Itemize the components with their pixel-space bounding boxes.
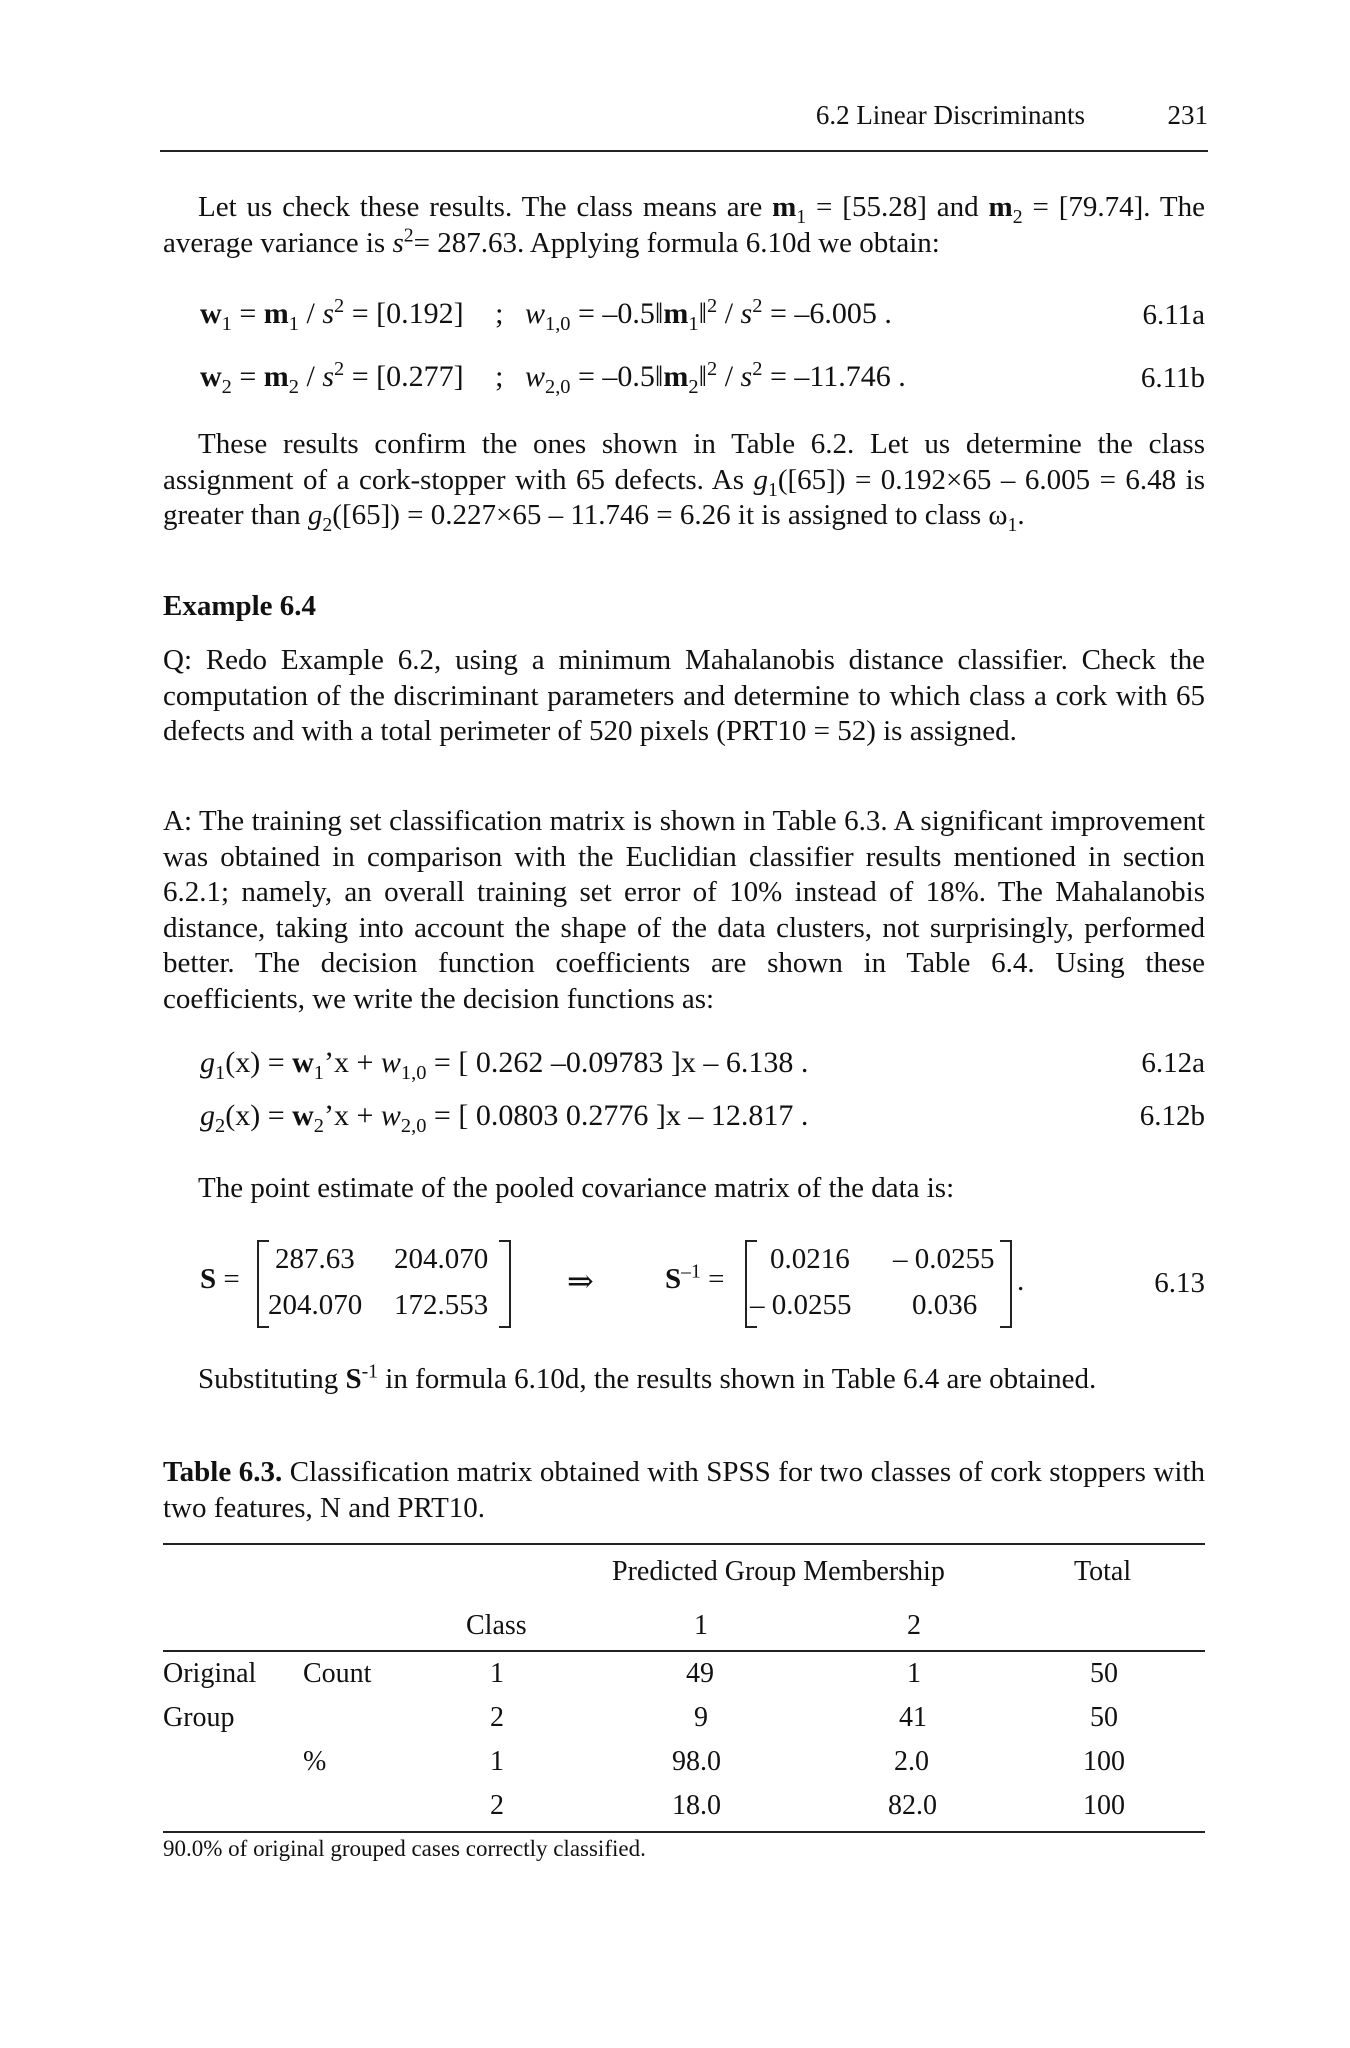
paragraph-assignment: These results confirm the ones shown in Table 6.2. Let us determine the class assignment of a cork-stopper with 65 defects. As $g_1([65]) = 0.192\times 65 - 6.005 = 6.48$ is greater than $g_2([65]) = 0.227\times 65 - 11.746 = 6.26$ it is assigned to class $\omega_1$. [163, 428, 1205, 536]
table-cell: 50 [1090, 1658, 1118, 1689]
header-rule [160, 150, 1208, 152]
table-cell: Count [303, 1658, 372, 1689]
equation-6-12b: $g_2(x)$ = $w_2’x + w_{2,0}$ = [ 0.0803 0.2776 ]x – 12.817 . [200, 1099, 809, 1137]
table-cell: % [303, 1746, 327, 1777]
equation-6-11b: $w_2 = m_2 / s^2 = [0.277]$ ; $w_{2,0}$ = $-0.5‖m_2‖^2 / s^2 = -11.746$ . [200, 358, 906, 398]
equation-number-6-12a: 6.12a [1141, 1047, 1205, 1079]
equation-6-11a: $w_1 = m_1 / s^2 = [0.192]$ ; $w_{1,0}$ = $-0.5‖m_1‖^2 / s^2 = -6.005$ . [200, 295, 892, 335]
table-cell: 2 [490, 1790, 504, 1821]
table-cell: 2.0 [894, 1746, 929, 1777]
table-top-rule [163, 1543, 1205, 1545]
table-cell: 49 [686, 1658, 714, 1689]
matrix-Sinv-label: $S^{-1}$ = [665, 1260, 725, 1295]
matrix-Sinv-cell-12: – 0.0255 [893, 1243, 995, 1275]
matrix-S-cell-12: 204.070 [394, 1243, 489, 1275]
matrix-Sinv-cell-21: – 0.0255 [750, 1289, 852, 1321]
answer-paragraph: A: The training set classification matrix is shown in Table 6.3. A significant improvement was obtained in comparison with the Euclidian classifier results mentioned in section 6.2.1; namely, an overall training set error of 10% instead of 18%. The Mahalanobis distance, taking into account the shape of the data clusters, not surprisingly, performed better. The decision function coefficients are shown in Table 6.4. Using these coefficients, we write the decision functions as: [163, 805, 1205, 1015]
table-cell: 100 [1083, 1790, 1125, 1821]
question-paragraph: Q: Redo Example 6.2, using a minimum Mahalanobis distance classifier. Check the computation of the discriminant parameters and determine to which class a cork with 65 defects and with a total perimeter of 520 pixels (PRT10 = 52) is assigned. [163, 644, 1205, 747]
table-cell: 9 [694, 1702, 708, 1733]
matrix-Sinv-right-bracket [1000, 1240, 1012, 1328]
table-header-rule [163, 1650, 1205, 1652]
substitution-sentence: Substituting $S^{-1}$ in formula 6.10d, the results shown in Table 6.4 are obtained. [198, 1360, 1097, 1395]
pooled-covariance-sentence: The point estimate of the pooled covariance matrix of the data is: [198, 1172, 955, 1204]
table-cell: 18.0 [672, 1790, 721, 1821]
table-header-2: 2 [907, 1610, 921, 1641]
matrix-S-label: S = [200, 1263, 240, 1295]
table-cell: 50 [1090, 1702, 1118, 1733]
matrix-Sinv-cell-22: 0.036 [912, 1289, 978, 1321]
table-footnote: 90.0% of original grouped cases correctly classified. [163, 1836, 646, 1861]
table-header-class: Class [466, 1610, 527, 1641]
section-title: 6.2 Linear Discriminants [815, 100, 1085, 130]
table-cell: Group [163, 1702, 235, 1733]
running-header [163, 100, 1208, 136]
table-cell: 100 [1083, 1746, 1125, 1777]
paragraph-class-means: Let us check these results. The class means are $m_1 = [55.28]$ and $m_2 = [79.74]$. The average variance is $s^2= 287.63$. Applying formula 6.10d we obtain: [163, 191, 1205, 259]
table-caption: Table 6.3. Classification matrix obtained with SPSS for two classes of cork stoppers with two features, N and PRT10. [163, 1456, 1205, 1524]
table-bottom-rule [163, 1831, 1205, 1833]
table-cell: 41 [899, 1702, 927, 1733]
matrix-S-cell-21: 204.070 [268, 1289, 363, 1321]
matrix-period: . [1017, 1265, 1025, 1297]
equation-number-6-12b: 6.12b [1139, 1100, 1205, 1132]
table-cell: 2 [490, 1702, 504, 1733]
table-header-predicted: Predicted Group Membership [612, 1556, 945, 1587]
matrix-S-right-bracket [499, 1240, 511, 1328]
table-header-1: 1 [694, 1610, 708, 1641]
matrix-Sinv-cell-11: 0.0216 [770, 1243, 850, 1275]
matrix-S-cell-11: 287.63 [275, 1243, 355, 1275]
table-header-total: Total [1074, 1556, 1132, 1587]
equation-number-6-13: 6.13 [1154, 1267, 1205, 1299]
equation-6-12a: $g_1(x)$ = $w_1’x + w_{1,0}$ = [ 0.262 –0.09783 ]x – 6.138 . [200, 1046, 809, 1084]
table-cell: Original [163, 1658, 257, 1689]
table-cell: 1 [490, 1658, 504, 1689]
table-cell: 1 [490, 1746, 504, 1777]
table-cell: 82.0 [888, 1790, 937, 1821]
equation-number-6-11b: 6.11b [1140, 362, 1205, 394]
example-heading: Example 6.4 [163, 590, 317, 622]
table-cell: 98.0 [672, 1746, 721, 1777]
table-cell: 1 [907, 1658, 921, 1689]
matrix-S-cell-22: 172.553 [394, 1289, 489, 1321]
equation-number-6-11a: 6.11a [1142, 299, 1205, 331]
page-number: 231 [1167, 100, 1208, 130]
implies-arrow: ⇒ [567, 1263, 594, 1299]
